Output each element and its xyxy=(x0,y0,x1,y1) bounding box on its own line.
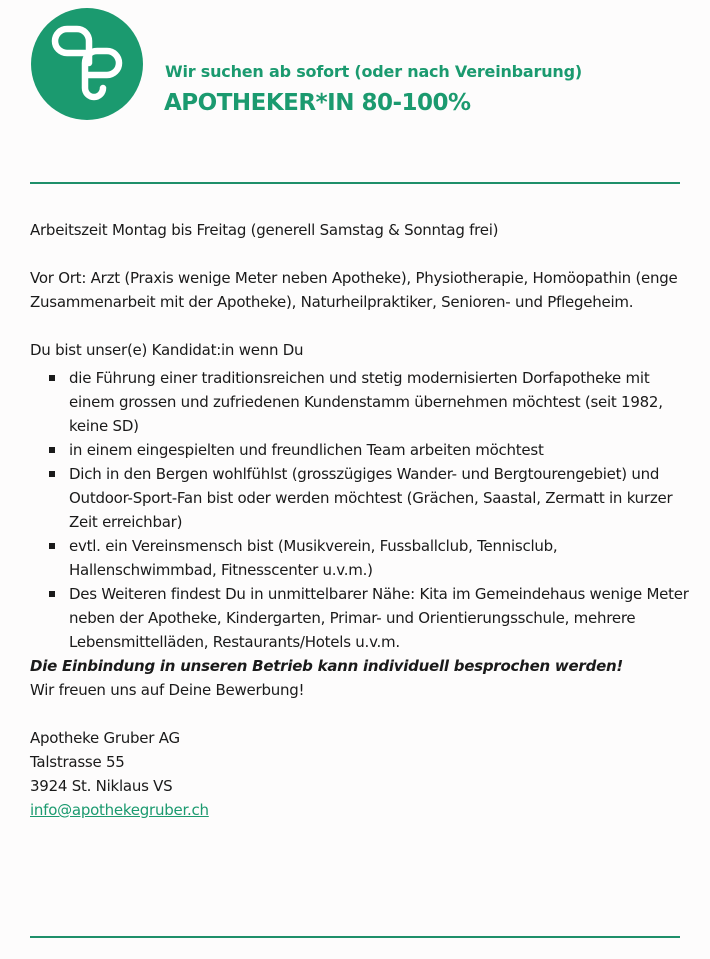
email-link[interactable]: info@apothekegruber.ch xyxy=(30,801,209,819)
candidate-intro: Du bist unser(e) Kandidat:in wenn Du xyxy=(30,341,304,359)
job-description xyxy=(30,218,690,822)
city-address: 3924 St. Niklaus VS xyxy=(30,777,173,795)
company-name: Apotheke Gruber AG xyxy=(30,729,180,747)
bottom-divider xyxy=(30,936,680,938)
list-item: evtl. ein Vereinsmensch bist (Musikverein, Fussballclub, Tennisclub, Hallenschwimmbad, Fitnesscenter u.v.m.) xyxy=(69,534,690,582)
list-item: Des Weiteren findest Du in unmittelbarer Nähe: Kita im Gemeindehaus wenige Meter neben der Apotheke, Kindergarten, Primar- und Orientierungsschule, mehrere Lebensmittelläden, Restaurants/Hotels u.v.m. xyxy=(69,582,690,654)
on-site-text: Vor Ort: Arzt (Praxis wenige Meter neben Apotheke), Physiotherapie, Homöopathin (enge Zusammenarbeit mit der Apotheke), Naturheilpraktiker, Senioren- und Pflegeheim. xyxy=(30,269,678,311)
working-hours-text: Arbeitszeit Montag bis Freitag (generell Samstag & Sonntag frei) xyxy=(30,221,499,239)
job-title: APOTHEKER*IN 80-100% xyxy=(164,90,471,116)
top-divider xyxy=(30,182,680,184)
street-address: Talstrasse 55 xyxy=(30,753,125,771)
list-item: die Führung einer traditionsreichen und stetig modernisierten Dorfapotheke mit einem grossen und zufriedenen Kundenstamm übernehmen möchtest (seit 1982, keine SD) xyxy=(69,366,690,438)
pharmacy-cross-logo-icon xyxy=(31,8,143,120)
list-item: Dich in den Bergen wohlfühlst (grosszügiges Wander- und Bergtourengebiet) und Outdoor-Sport-Fan bist oder werden möchtest (Grächen, Saastal, Zermatt in kurzer Zeit erreichbar) xyxy=(69,462,690,534)
job-subtitle: Wir suchen ab sofort (oder nach Vereinbarung) xyxy=(165,62,582,81)
emphasis-text: Die Einbindung in unseren Betrieb kann individuell besprochen werden! xyxy=(30,657,624,675)
closing-text: Wir freuen uns auf Deine Bewerbung! xyxy=(30,681,305,699)
pharmacy-logo xyxy=(31,8,143,120)
list-item: in einem eingespielten und freundlichen Team arbeiten möchtest xyxy=(69,438,690,462)
requirements-list xyxy=(30,366,690,654)
